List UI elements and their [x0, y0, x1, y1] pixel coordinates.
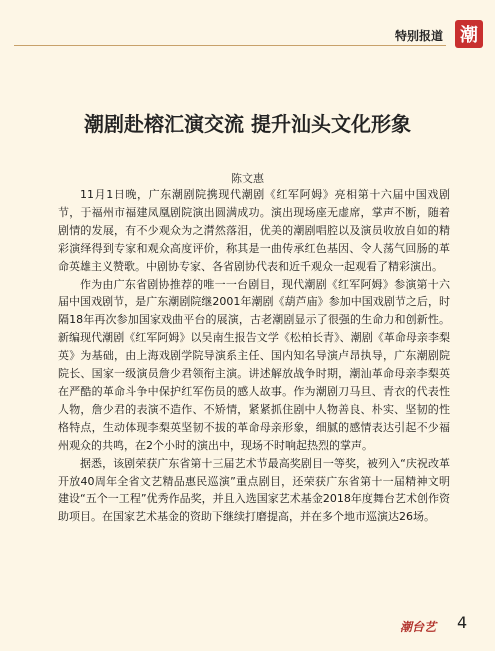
paragraph-2: 作为由广东省剧协推荐的唯一一台剧目，现代潮剧《红军阿姆》参演第十六届中国戏剧节，是广东潮剧院继2001年潮剧《葫芦庙》参加中国戏剧节之后，时隔18年再次参加国家戏曲平台的展演，古老潮剧显示了很强的生命力和创新性。新编现代潮剧《红军阿姆》以吴南生报告文学《松柏长青》、潮剧《革命母亲李梨英》为基础，由上海戏剧学院导演系主任、国内知名导演卢昂执导，广东潮剧院院长、国家一级演员詹少君领衔主演。讲述解放战争时期，潮汕革命母亲李梨英在严酷的革命斗争中保护红军伤员的感人故事。作为潮剧刀马旦、青衣的代表性人物，詹少君的表演不造作、不矫情，紧紧抓住剧中人物善良、朴实、坚韧的性格特点，生动体现李梨英坚韧不拔的革命母亲形象，细腻的感情表达引起不少福州观众的共鸣，在2个小时的演出中，现场不时响起热烈的掌声。 [58, 277, 450, 452]
header-divider [14, 45, 446, 46]
magazine-logo: 潮台艺 [400, 620, 437, 634]
paragraph-1: 11月1日晚，广东潮剧院携现代潮剧《红军阿姆》亮相第十六届中国戏剧节，于福州市福建凤凰剧院演出圆满成功。演出现场座无虚席，掌声不断，随着剧情的发展，有不少观众为之潸然落泪，优美的潮剧唱腔以及演员收放自如的精彩演绎得到专家和观众高度评价，称其是一曲传承红色基因、令人荡气回肠的革命英雄主义赞歌。中剧协专家、各省剧协代表和近千观众一起观看了精彩演出。 [58, 188, 450, 273]
article-body [58, 186, 450, 526]
paragraph-3: 据悉，该剧荣获广东省第十三届艺术节最高奖剧目一等奖，被列入“庆祝改革开放40周年全省文艺精品惠民巡演”重点剧目，还荣获广东省第十一届精神文明建设“五个一工程”优秀作品奖，并且入选国家艺术基金2018年度舞台艺术创作资助项目。在国家艺术基金的资助下继续打磨提高，并在多个地市巡演达26场。 [58, 456, 450, 524]
section-label: 特别报道 [395, 29, 444, 43]
seal-stamp-icon: 潮 [455, 20, 483, 48]
article-author: 陈文惠 [231, 172, 264, 185]
article-title: 潮剧赴榕汇演交流 提升汕头文化形象 [84, 112, 411, 136]
page-number: 4 [457, 613, 468, 632]
